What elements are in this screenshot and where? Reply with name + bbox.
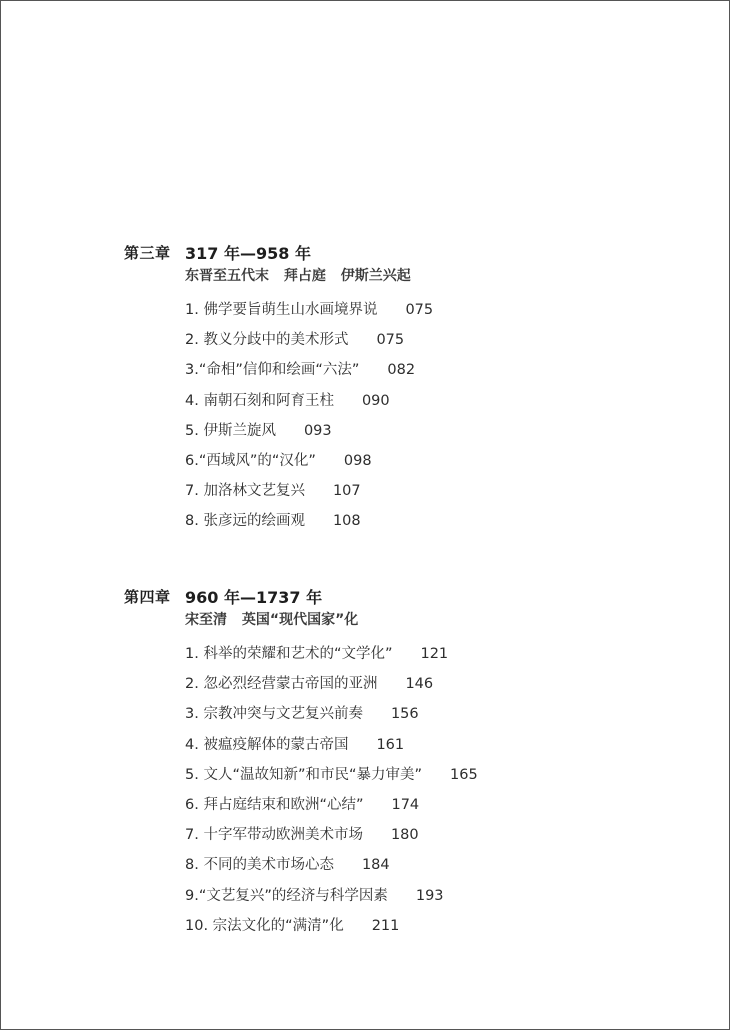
toc-item-title: 3. 宗教冲突与文艺复兴前奏 [185,706,363,723]
toc-item-page: 082 [387,362,416,379]
toc-item-title: 8. 不同的美术市场心态 [185,857,334,874]
toc-item[interactable] [185,360,433,390]
toc-item-page: 093 [303,422,332,439]
chapter-label: 第四章 [124,588,171,606]
toc-item[interactable] [185,825,478,855]
toc-item-page: 165 [450,766,478,783]
toc-item[interactable] [185,391,433,421]
chapter-label: 第三章 [124,244,171,262]
toc-item-title: 8. 张彦远的绘画观 [185,513,305,530]
toc-item[interactable] [185,735,478,765]
toc-item-title: 1. 科举的荣耀和艺术的“文学化” [185,646,393,662]
chapter-header [124,242,704,286]
toc-list [185,644,478,946]
toc-item-page: 090 [361,392,390,409]
toc-item[interactable] [185,886,478,916]
toc-item[interactable] [185,704,478,734]
toc-item-page: 108 [332,513,361,530]
toc-item-page: 161 [376,736,405,753]
toc-item-title: 5. 伊斯兰旋风 [185,422,276,439]
toc-item[interactable] [185,481,433,511]
chapter-section-4 [124,586,704,934]
toc-item-title: 6.“西域风”的“汉化” [185,452,316,469]
toc-item-title: 10. 宗法文化的“满清”化 [185,917,344,934]
chapter-subtitle: 东晋至五代末 拜占庭 伊斯兰兴起 [185,268,411,284]
toc-item-page: 121 [420,646,449,662]
toc-item[interactable] [185,855,478,885]
toc-item-title: 1. 佛学要旨萌生山水画境界说 [185,302,378,318]
toc-item-page: 098 [343,452,372,469]
toc-item[interactable] [185,451,433,481]
toc-item-page: 211 [371,917,400,934]
chapter-years: 317 年—958 年 [185,244,311,263]
toc-item[interactable] [185,421,433,451]
toc-list [185,300,433,542]
chapter-section-3 [124,242,704,530]
toc-item-page: 174 [391,796,420,813]
toc-item[interactable] [185,511,433,541]
toc-item-page: 180 [390,827,419,844]
toc-item[interactable] [185,916,478,946]
toc-item-title: 4. 南朝石刻和阿育王柱 [185,392,334,409]
toc-item-title: 7. 十字军带动欧洲美术市场 [185,827,363,844]
chapter-subtitle: 宋至清 英国“现代国家”化 [185,612,359,628]
toc-item[interactable] [185,330,433,360]
toc-item[interactable] [185,300,433,330]
toc-item-title: 5. 文人“温故知新”和市民“暴力审美” [185,766,422,783]
toc-item[interactable] [185,674,478,704]
toc-item-page: 193 [415,887,444,904]
toc-item-page: 156 [390,706,419,723]
toc-item-title: 3.“命相”信仰和绘画“六法” [185,362,360,379]
toc-item-title: 4. 被瘟疫解体的蒙古帝国 [185,736,349,753]
toc-item-title: 9.“文艺复兴”的经济与科学因素 [185,887,388,904]
toc-item-page: 075 [376,332,405,349]
toc-item[interactable] [185,644,478,674]
toc-item-page: 107 [332,483,361,500]
toc-item[interactable] [185,795,478,825]
toc-item-title: 7. 加洛林文艺复兴 [185,483,305,500]
chapter-header [124,586,704,630]
toc-item-page: 075 [405,302,434,318]
toc-item-title: 6. 拜占庭结束和欧洲“心结” [185,796,364,813]
toc-item-title: 2. 教义分歧中的美术形式 [185,332,349,349]
toc-item[interactable] [185,765,478,795]
toc-item-title: 2. 忽必烈经营蒙古帝国的亚洲 [185,676,378,693]
toc-item-page: 146 [405,676,434,693]
toc-item-page: 184 [361,857,390,874]
chapter-years: 960 年—1737 年 [185,588,323,607]
